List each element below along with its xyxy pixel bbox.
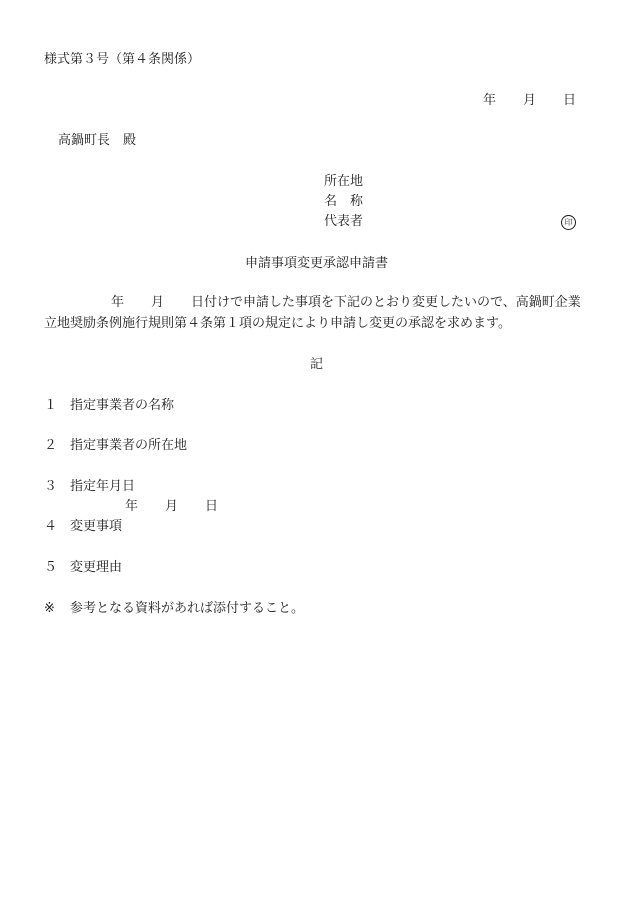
body-line1: 日付けで申請した事項を下記のとおり変更したいので、高鍋町企業 xyxy=(191,295,581,310)
address-label: 所在地 xyxy=(324,174,364,189)
list-item xyxy=(44,398,174,414)
seal-icon: 印 xyxy=(561,215,576,230)
list-item xyxy=(44,438,187,454)
list-item xyxy=(44,560,122,576)
date-day: 日 xyxy=(563,93,577,108)
representative-label: 代表者 xyxy=(324,214,364,229)
item-number: １ xyxy=(44,398,58,413)
designated-year: 年 xyxy=(125,499,139,514)
item-label: 変更事項 xyxy=(70,519,123,534)
note-text: 参考となる資料があれば添付すること。 xyxy=(70,601,305,616)
note-mark: ※ xyxy=(44,601,55,616)
name-label: 名 称 xyxy=(324,194,364,209)
item-label: 指定年月日 xyxy=(70,479,136,494)
item-number: ２ xyxy=(44,438,58,453)
designated-day: 日 xyxy=(205,499,219,514)
addressee: 高鍋町長 殿 xyxy=(58,133,137,148)
item-number: ５ xyxy=(44,560,58,575)
date-month: 月 xyxy=(523,93,537,108)
document-title: 申請事項変更承認申請書 xyxy=(245,256,389,271)
body-line2: 立地奨励条例施行規則第４条第１項の規定により申請し変更の承認を求めます。 xyxy=(44,316,511,331)
note xyxy=(44,601,304,617)
list-item xyxy=(44,479,135,495)
ki-heading: 記 xyxy=(310,357,324,372)
date-year: 年 xyxy=(483,93,497,108)
item-number: ３ xyxy=(44,479,58,494)
item-number: ４ xyxy=(44,519,58,534)
item-label: 変更理由 xyxy=(70,560,123,575)
list-item xyxy=(44,519,122,535)
form-number: 様式第３号（第４条関係） xyxy=(44,52,201,67)
item-label: 指定事業者の名称 xyxy=(70,398,175,413)
body-year: 年 xyxy=(111,295,125,310)
item-label: 指定事業者の所在地 xyxy=(70,438,188,453)
body-month: 月 xyxy=(151,295,165,310)
designated-month: 月 xyxy=(165,499,179,514)
